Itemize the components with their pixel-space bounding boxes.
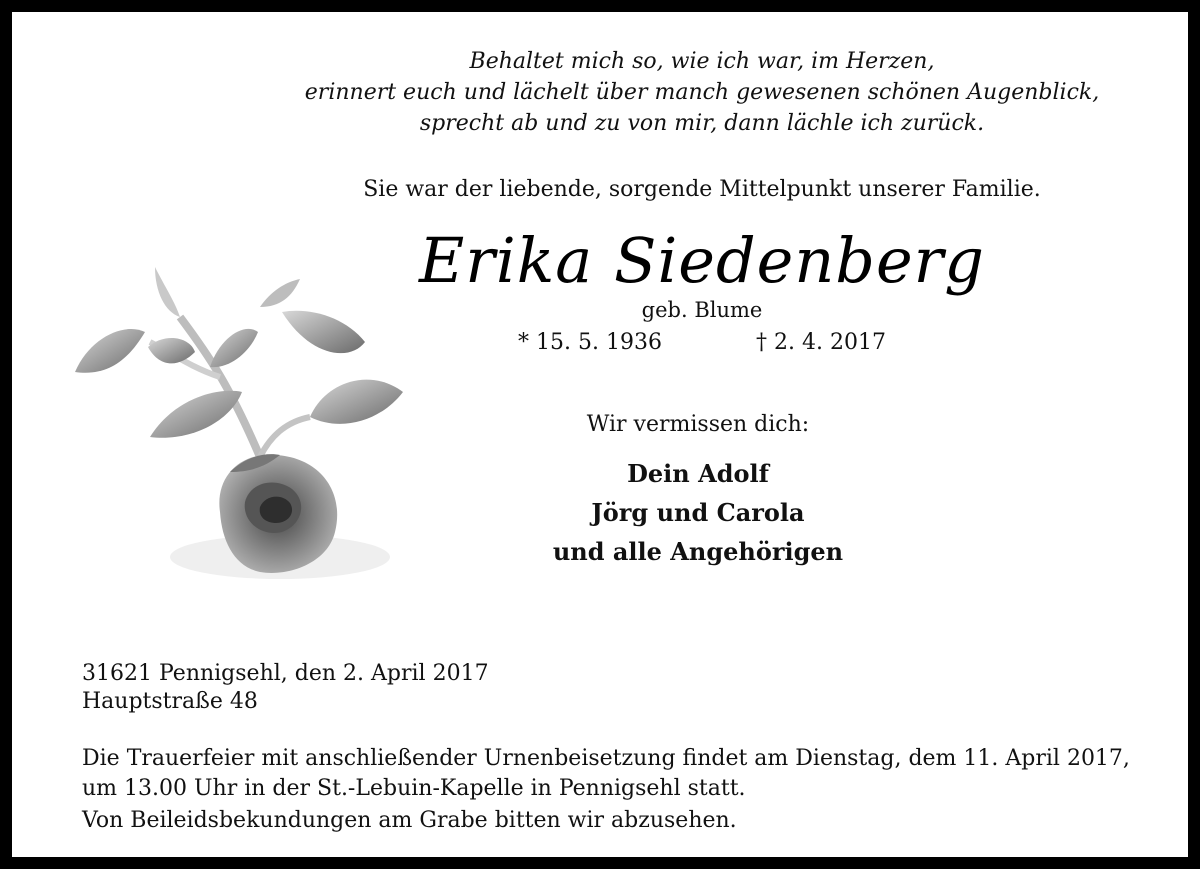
death-date: † 2. 4. 2017 bbox=[756, 330, 886, 355]
signer: und alle Angehörigen bbox=[552, 537, 844, 566]
deceased-name: Erika Siedenberg bbox=[419, 224, 985, 297]
miss-line: Wir vermissen dich: bbox=[586, 412, 810, 437]
poem-line: erinnert euch und lächelt über manch gewesenen schönen Augenblick, bbox=[304, 80, 1100, 105]
address-block bbox=[82, 660, 489, 716]
funeral-line: Die Trauerfeier mit anschließender Urnenbeisetzung findet am Dienstag, dem 11. April 2017, bbox=[82, 746, 1130, 771]
maiden-name: geb. Blume bbox=[641, 298, 763, 322]
funeral-line: um 13.00 Uhr in der St.-Lebuin-Kapelle in Pennigsehl statt. bbox=[82, 776, 746, 801]
poem bbox=[192, 46, 1200, 139]
birth-date: * 15. 5. 1936 bbox=[518, 330, 662, 355]
intro-line: Sie war der liebende, sorgende Mittelpunkt unserer Familie. bbox=[363, 177, 1041, 202]
funeral-info bbox=[82, 744, 1162, 804]
signers bbox=[448, 454, 948, 571]
rose-icon bbox=[70, 257, 410, 587]
place-date: 31621 Pennigsehl, den 2. April 2017 bbox=[82, 661, 489, 686]
poem-line: sprecht ab und zu von mir, dann lächle ich zurück. bbox=[419, 111, 985, 136]
condolence-note: Von Beileidsbekundungen am Grabe bitten wir abzusehen. bbox=[82, 808, 737, 833]
signer: Jörg und Carola bbox=[591, 498, 805, 527]
street: Hauptstraße 48 bbox=[82, 689, 258, 714]
signer: Dein Adolf bbox=[627, 459, 769, 488]
poem-line: Behaltet mich so, wie ich war, im Herzen, bbox=[469, 49, 935, 74]
